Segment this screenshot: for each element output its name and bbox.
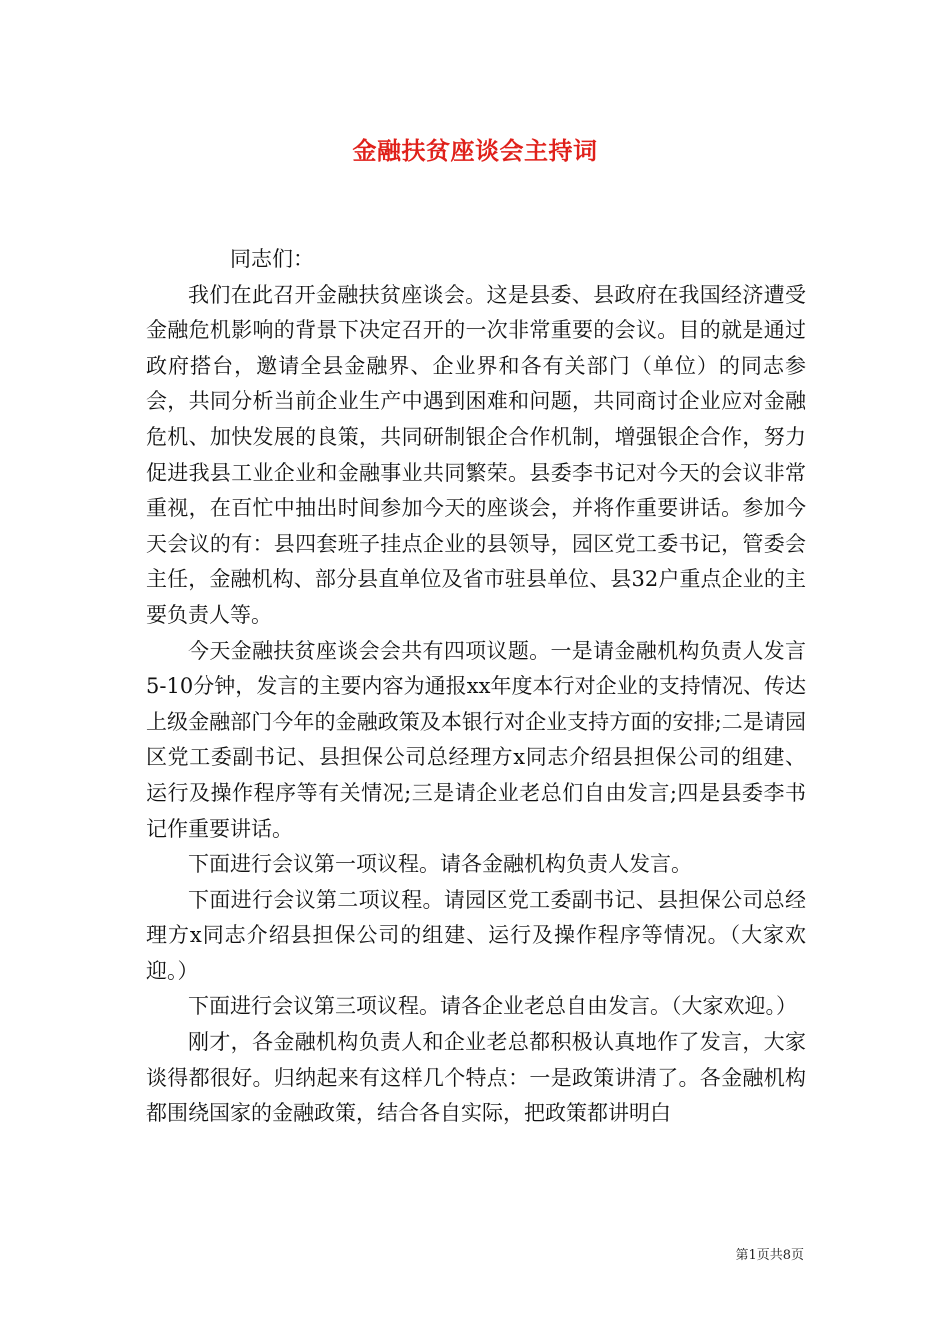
document-title: 金融扶贫座谈会主持词 bbox=[352, 136, 598, 165]
document-body bbox=[146, 242, 806, 1132]
body-paragraph-2: 今天金融扶贫座谈会会共有四项议题。一是请金融机构负责人发言5-10分钟，发言的主要内容为通报xx年度本行对企业的支持情况、传达上级金融部门今年的金融政策及本银行对企业支持方面的安排;二是请园区党工委副书记、县担保公司总经理方x同志介绍县担保公司的组建、运行及操作程序等有关情况;三是请企业老总们自由发言;四是县委李书记作重要讲话。 bbox=[146, 638, 806, 841]
body-paragraph-1: 我们在此召开金融扶贫座谈会。这是县委、县政府在我国经济遭受金融危机影响的背景下决定召开的一次非常重要的会议。目的就是通过政府搭台，邀请全县金融界、企业界和各有关部门（单位）的同志参会，共同分析当前企业生产中遇到困难和问题，共同商讨企业应对金融危机、加快发展的良策，共同研制银企合作机制，增强银企合作，努力促进我县工业企业和金融事业共同繁荣。县委李书记对今天的会议非常重视，在百忙中抽出时间参加今天的座谈会，并将作重要讲话。参加今天会议的有：县四套班子挂点企业的县领导，园区党工委书记，管委会主任，金融机构、部分县直单位及省市驻县单位、县32户重点企业的主要负责人等。 bbox=[146, 282, 806, 627]
body-paragraph-3: 下面进行会议第一项议程。请各金融机构负责人发言。 bbox=[188, 852, 692, 877]
body-paragraph-6: 刚才，各金融机构负责人和企业老总都积极认真地作了发言，大家谈得都很好。归纳起来有这样几个特点：一是政策讲清了。各金融机构都围绕国家的金融政策，结合各自实际，把政策都讲明白 bbox=[146, 1030, 806, 1126]
body-paragraph-4: 下面进行会议第二项议程。请园区党工委副书记、县担保公司总经理方x同志介绍县担保公司的组建、运行及操作程序等情况。（大家欢迎。） bbox=[146, 887, 806, 983]
body-paragraph-5: 下面进行会议第三项议程。请各企业老总自由发言。（大家欢迎。） bbox=[188, 994, 797, 1019]
page-number-footer: 第1页共8页 bbox=[735, 1248, 804, 1263]
salutation-paragraph: 同志们： bbox=[230, 247, 314, 271]
